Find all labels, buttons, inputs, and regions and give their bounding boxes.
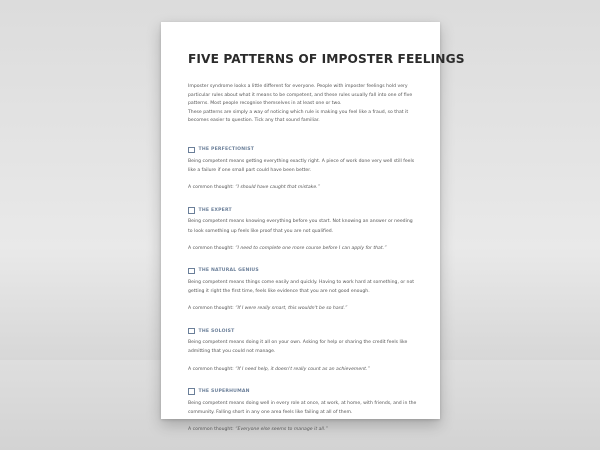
checkbox-icon[interactable]: [188, 147, 195, 154]
page-title: FIVE PATTERNS OF IMPOSTER FEELINGS: [188, 52, 465, 66]
checkbox-icon[interactable]: [188, 388, 195, 395]
thought-quote: “Everyone else seems to manage it all.”: [235, 427, 328, 432]
pattern-header: [188, 206, 418, 214]
checkbox-icon[interactable]: [188, 207, 195, 214]
pattern-thought: [188, 366, 418, 374]
pattern-header: [188, 388, 418, 396]
pattern-natural-genius: [188, 267, 418, 313]
pattern-title: THE EXPERT: [198, 207, 232, 213]
checkbox-icon[interactable]: [188, 268, 195, 275]
pattern-description: Being competent means doing it all on your own. Asking for help or sharing the credit feels like admitting that you could not manage.: [188, 340, 408, 355]
thought-prefix: A common thought:: [188, 245, 236, 251]
pattern-description: Being competent means doing well in every role at once, at work, at home, with friends, and in the community. Falling short in any one area feels like failing at all of them.: [188, 400, 417, 415]
thought-quote: “I need to complete one more course before I can apply for that.”: [235, 245, 387, 251]
thought-quote: “If I need help, it doesn't really count as an achievement.”: [235, 366, 370, 372]
pattern-header: [188, 267, 418, 275]
pattern-header: [188, 327, 418, 335]
pattern-superhuman: [188, 388, 418, 434]
intro-paragraph: Imposter syndrome looks a little different for everyone. People with imposter feelings hold very particular rules about what it means to be competent, and these rules usually fall into one of five patterns. Most people recognise themselves in at least one or two.: [188, 84, 413, 107]
thought-quote: “If I were really smart, this wouldn't be so hard.”: [235, 306, 348, 312]
pattern-expert: [188, 206, 418, 252]
pattern-title: THE SOLOIST: [198, 328, 235, 334]
thought-quote: “I should have caught that mistake.”: [235, 185, 320, 191]
pattern-header: [188, 146, 418, 154]
intro-paragraph: These patterns are simply a way of noticing which rule is making you feel like a fraud, so that it becomes easier to question. Tick any that sound familiar.: [188, 109, 409, 124]
thought-prefix: A common thought:: [188, 185, 236, 191]
pattern-thought: [188, 245, 418, 253]
pattern-thought: [188, 426, 418, 434]
pattern-thought: [188, 184, 418, 192]
pattern-perfectionist: [188, 146, 418, 192]
pattern-soloist: [188, 327, 418, 373]
pattern-description: Being competent means things come easily and quickly. Having to work hard at something, or not getting it right the first time, feels like evidence that you are not good enough.: [188, 279, 415, 294]
pattern-title: THE SUPERHUMAN: [198, 389, 250, 395]
pattern-title: THE PERFECTIONIST: [198, 147, 255, 153]
checkbox-icon[interactable]: [188, 328, 195, 335]
pattern-thought: [188, 305, 418, 313]
intro-text: [188, 83, 418, 126]
pattern-title: THE NATURAL GENIUS: [198, 268, 259, 274]
thought-prefix: A common thought:: [188, 306, 236, 312]
pattern-description: Being competent means getting everything exactly right. A piece of work done very well still feels like a failure if one small part could have been better.: [188, 158, 415, 174]
thought-prefix: A common thought:: [188, 427, 236, 432]
thought-prefix: A common thought:: [188, 366, 236, 372]
document-page: [161, 22, 465, 432]
pattern-description: Being competent means knowing everything before you start. Not knowing an answer or needing to look something up feels like proof that you are not qualified.: [188, 219, 413, 234]
